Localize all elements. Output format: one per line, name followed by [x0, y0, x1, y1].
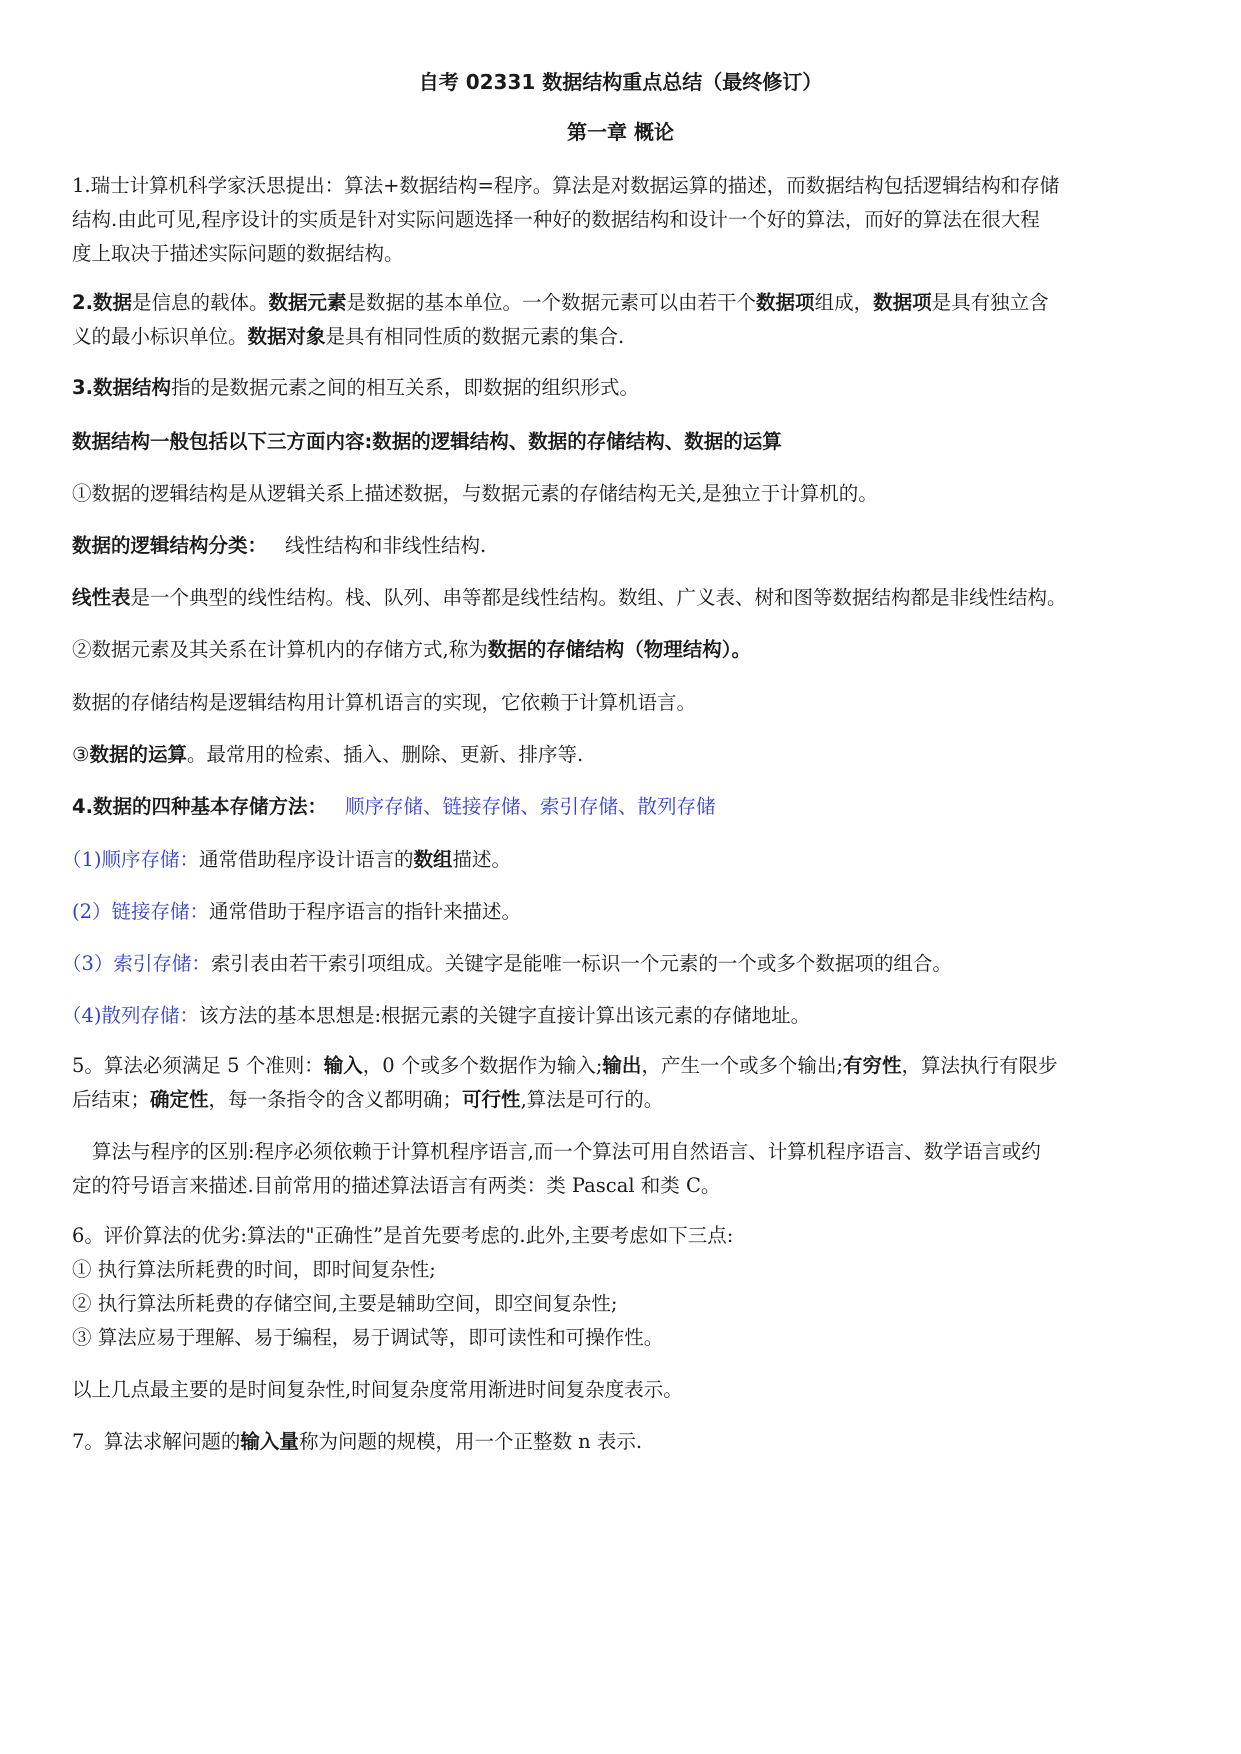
storage-item-sequential — [62, 846, 1181, 874]
storage-label: （4)散列存储： — [62, 1004, 200, 1027]
text-line: 结构.由此可见,程序设计的实质是针对实际问题选择一种好的数据结构和设计一个好的算法，而好的算法在很大程 — [72, 208, 1040, 231]
paragraph-9: 数据的存储结构是逻辑结构用计算机语言的实现，它依赖于计算机语言。 — [72, 691, 697, 714]
term-logical-classification: 数据的逻辑结构分类： — [72, 534, 268, 557]
text-line — [72, 1086, 1181, 1114]
term-finiteness: 有穷性 — [843, 1054, 902, 1077]
term-data-element: 数据元素 — [268, 291, 347, 314]
text-run: 5。算法必须满足 5 个准则： — [72, 1054, 324, 1077]
text-line: 定的符号语言来描述.目前常用的描述算法语言有两类：类 Pascal 和类 C。 — [72, 1174, 721, 1197]
text-run: 是数据的基本单位。一个数据元素可以由若干个 — [346, 291, 757, 314]
term-storage-methods: 数据的四种基本存储方法： — [92, 795, 327, 818]
text-run: 义的最小标识单位。 — [72, 325, 248, 348]
text-run: ，产生一个或多个输出; — [641, 1054, 844, 1077]
paragraph-11 — [72, 793, 1181, 821]
term-data-object: 数据对象 — [247, 325, 326, 348]
term-data: 数据 — [92, 291, 132, 314]
text-run: ②数据元素及其关系在计算机内的存储方式,称为 — [72, 638, 488, 661]
paragraph-10 — [72, 741, 1181, 769]
text-run: ，算法执行有限步 — [901, 1054, 1058, 1077]
text-line — [72, 323, 1181, 351]
term-feasibility: 可行性 — [462, 1088, 521, 1111]
term-data-item: 数据项 — [756, 291, 815, 314]
term-array: 数组 — [413, 848, 453, 871]
text-run: 是信息的载体。 — [132, 291, 269, 314]
paragraph-3 — [72, 374, 1181, 402]
item-number: 3. — [72, 376, 93, 399]
text-run: 通常借助程序设计语言的 — [199, 848, 414, 871]
text-line — [72, 289, 1181, 317]
paragraph-5: ①数据的逻辑结构是从逻辑关系上描述数据，与数据元素的存储结构无关,是独立于计算机的。 — [72, 482, 878, 505]
text-run: 线性结构和非线性结构. — [285, 534, 487, 557]
bold-statement: 数据结构一般包括以下三方面内容:数据的逻辑结构、数据的存储结构、数据的运算 — [72, 430, 782, 453]
storage-label: (2）链接存储： — [72, 900, 210, 923]
text-run: 索引表由若干索引项组成。关键字是能唯一标识一个元素的一个或多个数据项的组合。 — [210, 952, 952, 975]
paragraph-7 — [72, 584, 1181, 612]
text-run: ，每一条指令的含义都明确； — [208, 1088, 463, 1111]
text-run: ，0 个或多个数据作为输入; — [362, 1054, 603, 1077]
text-run: 后结束； — [72, 1088, 151, 1111]
text-line: 度上取决于描述实际问题的数据结构。 — [72, 242, 404, 265]
term-storage-structure: 数据的存储结构（物理结构）。 — [487, 638, 751, 661]
item-number: 2. — [72, 291, 93, 314]
text-run: 指的是数据元素之间的相互关系，即数据的组织形式。 — [171, 376, 640, 399]
storage-item-hashed — [62, 1002, 1181, 1030]
item-number: ③ — [72, 743, 90, 766]
text-line: 1.瑞士计算机科学家沃思提出：算法+数据结构=程序。算法是对数据运算的描述，而数据结构包括逻辑结构和存储 — [72, 174, 1060, 197]
text-line: 6。评价算法的优劣:算法的"正确性”是首先要考虑的.此外,主要考虑如下三点: — [72, 1224, 734, 1247]
term-input-size: 输入量 — [240, 1430, 299, 1453]
text-run: 称为问题的规模，用一个正整数 n 表示. — [298, 1430, 643, 1453]
text-line: ③ 算法应易于理解、易于编程，易于调试等，即可读性和可操作性。 — [72, 1326, 664, 1349]
term-definiteness: 确定性 — [150, 1088, 209, 1111]
document-title: 自考 02331 数据结构重点总结（最终修订） — [418, 70, 823, 94]
item-number: 4. — [72, 795, 93, 818]
text-run: 是具有独立含 — [931, 291, 1049, 314]
text-run: 。最常用的检索、插入、删除、更新、排序等. — [187, 743, 584, 766]
paragraph-8 — [72, 636, 1181, 664]
paragraph-4 — [72, 428, 1181, 456]
storage-item-indexed — [62, 950, 1181, 978]
term-data-structure: 数据结构 — [92, 376, 171, 399]
term-data-operation: 数据的运算 — [89, 743, 187, 766]
text-line: ② 执行算法所耗费的存储空间,主要是辅助空间，即空间复杂性; — [72, 1292, 618, 1315]
paragraph-6 — [72, 532, 1181, 560]
text-line: ① 执行算法所耗费的时间，即时间复杂性; — [72, 1258, 436, 1281]
term-output: 输出 — [602, 1054, 642, 1077]
term-input: 输入 — [323, 1054, 363, 1077]
storage-methods-list: 顺序存储、链接存储、索引存储、散列存储 — [345, 795, 716, 818]
term-data-item: 数据项 — [873, 291, 932, 314]
text-run: 通常借助于程序语言的指针来描述。 — [209, 900, 522, 923]
term-linear-list: 线性表 — [72, 586, 131, 609]
text-run: 描述。 — [452, 848, 512, 871]
storage-label: （1)顺序存储： — [62, 848, 200, 871]
text-line: 算法与程序的区别:程序必须依赖于计算机程序语言,而一个算法可用自然语言、计算机程序语言、数学语言或约 — [92, 1140, 1041, 1163]
text-run: ,算法是可行的。 — [520, 1088, 664, 1111]
text-line — [72, 1052, 1181, 1080]
text-run: 是一个典型的线性结构。栈、队列、串等都是线性结构。数组、广义表、树和图等数据结构都是非线性结构。 — [130, 586, 1067, 609]
text-run: 组成， — [814, 291, 874, 314]
paragraph-15: 以上几点最主要的是时间复杂性,时间复杂度常用渐进时间复杂度表示。 — [72, 1378, 683, 1401]
text-run: 7。算法求解问题的 — [72, 1430, 241, 1453]
paragraph-16 — [72, 1428, 1181, 1456]
text-run: 是具有相同性质的数据元素的集合. — [325, 325, 625, 348]
text-run: 该方法的基本思想是:根据元素的关键字直接计算出该元素的存储地址。 — [199, 1004, 811, 1027]
storage-label: （3）索引存储： — [62, 952, 211, 975]
storage-item-linked — [72, 898, 1181, 926]
chapter-heading: 第一章 概论 — [567, 120, 674, 144]
